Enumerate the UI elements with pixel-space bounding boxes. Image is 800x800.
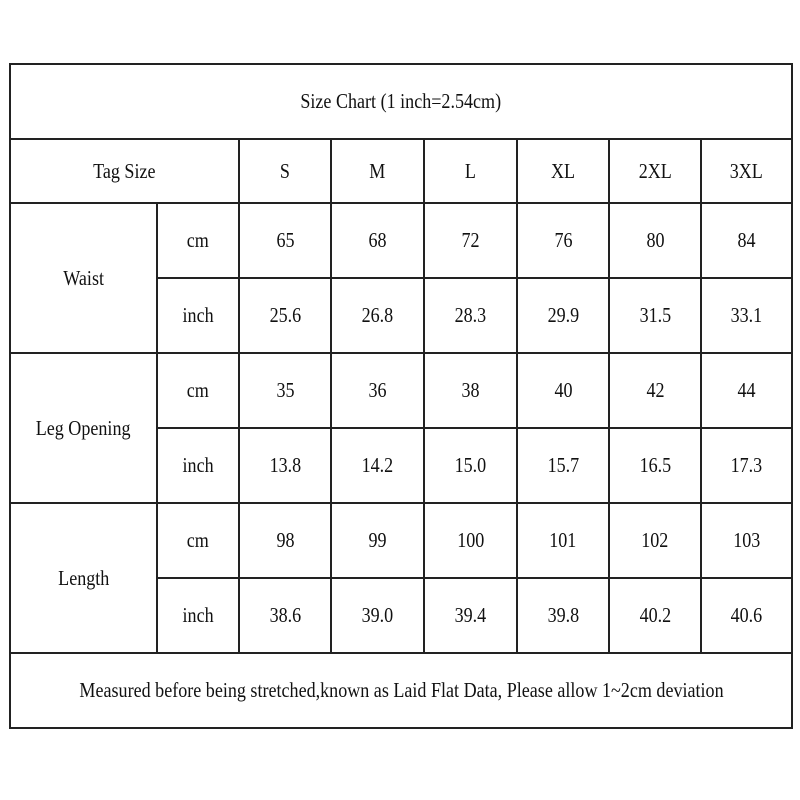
size-header-xl: XL [517,139,609,203]
unit-cell: inch [157,428,239,503]
size-header-2xl: 2XL [609,139,701,203]
value-cell: 100 [424,503,517,578]
value-cell: 40 [517,353,609,428]
size-header-l: L [424,139,517,203]
measurement-name-waist: Waist [10,203,157,353]
value-cell: 13.8 [239,428,331,503]
size-chart-table [9,63,793,729]
value-cell: 76 [517,203,609,278]
value-cell: 39.4 [424,578,517,653]
value-cell: 25.6 [239,278,331,353]
value-cell: 17.3 [701,428,792,503]
footer-row [10,653,792,728]
value-cell: 80 [609,203,701,278]
value-cell: 84 [701,203,792,278]
value-cell: 98 [239,503,331,578]
value-cell: 42 [609,353,701,428]
chart-title: Size Chart (1 inch=2.54cm) [10,64,792,139]
table-row [10,353,792,428]
measurement-name-length: Length [10,503,157,653]
value-cell: 28.3 [424,278,517,353]
value-cell: 14.2 [331,428,424,503]
value-cell: 31.5 [609,278,701,353]
unit-cell: cm [157,503,239,578]
unit-cell: inch [157,278,239,353]
size-header-3xl: 3XL [701,139,792,203]
value-cell: 15.0 [424,428,517,503]
value-cell: 15.7 [517,428,609,503]
value-cell: 40.2 [609,578,701,653]
unit-cell: cm [157,353,239,428]
value-cell: 39.0 [331,578,424,653]
value-cell: 68 [331,203,424,278]
value-cell: 29.9 [517,278,609,353]
measurement-name-leg-opening: Leg Opening [10,353,157,503]
title-row [10,64,792,139]
value-cell: 102 [609,503,701,578]
value-cell: 16.5 [609,428,701,503]
value-cell: 39.8 [517,578,609,653]
value-cell: 72 [424,203,517,278]
table-row [10,203,792,278]
value-cell: 99 [331,503,424,578]
value-cell: 40.6 [701,578,792,653]
value-cell: 36 [331,353,424,428]
header-row [10,139,792,203]
value-cell: 101 [517,503,609,578]
value-cell: 33.1 [701,278,792,353]
value-cell: 35 [239,353,331,428]
deviation-note: Measured before being stretched,known as Laid Flat Data, Please allow 1~2cm deviation [10,653,792,728]
value-cell: 65 [239,203,331,278]
value-cell: 44 [701,353,792,428]
value-cell: 26.8 [331,278,424,353]
value-cell: 38 [424,353,517,428]
value-cell: 103 [701,503,792,578]
value-cell: 38.6 [239,578,331,653]
table-row [10,503,792,578]
unit-cell: cm [157,203,239,278]
unit-cell: inch [157,578,239,653]
tag-size-header: Tag Size [10,139,239,203]
size-header-m: M [331,139,424,203]
size-header-s: S [239,139,331,203]
